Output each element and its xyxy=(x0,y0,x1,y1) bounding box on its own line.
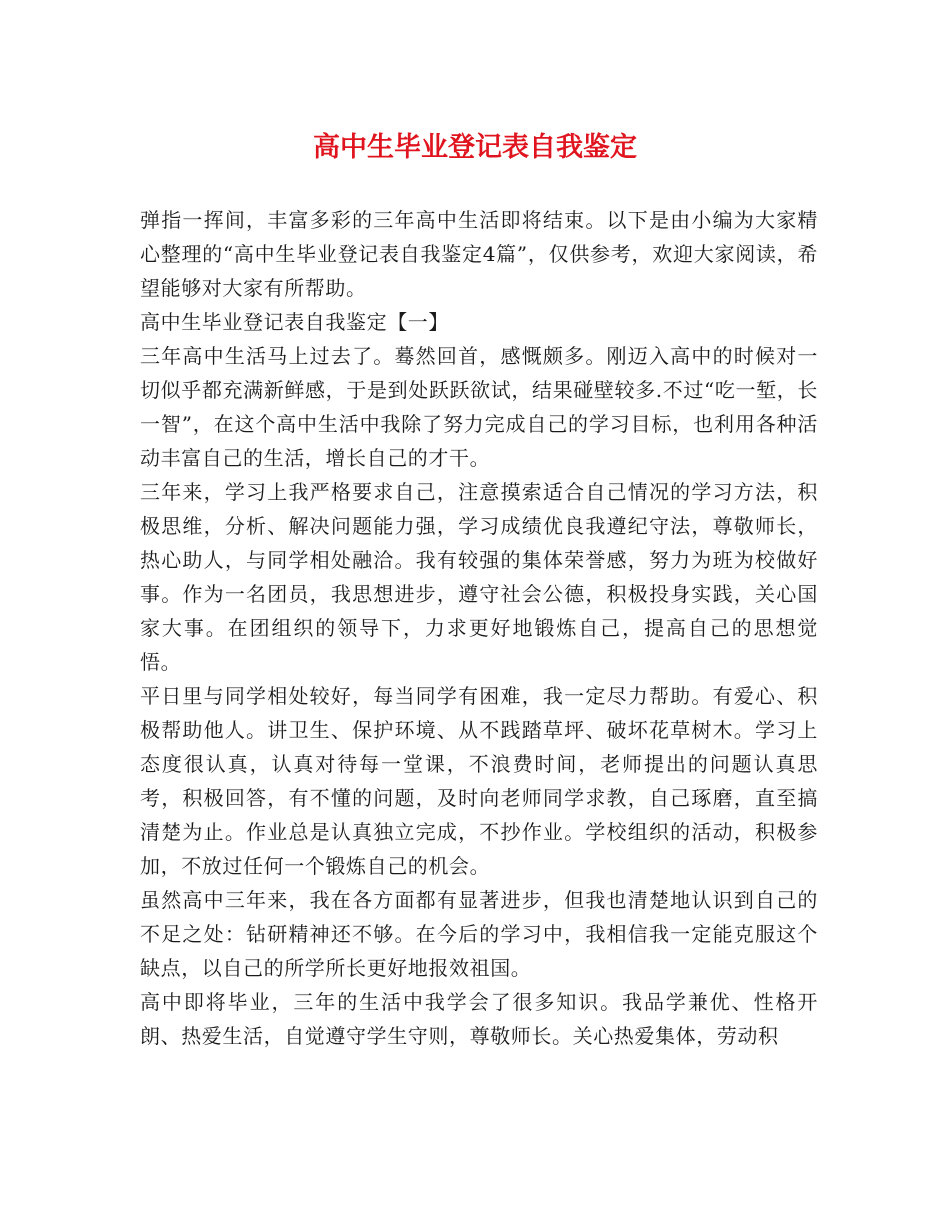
body-paragraph: 平日里与同学相处较好，每当同学有困难，我一定尽力帮助。有爱心、积极帮助他人。讲卫生、保护环境、从不践踏草坪、破坏花草树木。学习上态度很认真，认真对待每一堂课，不浪费时间，老师提出的问题认真思考，积极回答，有不懂的问题，及时向老师同学求教，自己琢磨，直至搞清楚为止。作业总是认真独立完成，不抄作业。学校组织的活动，积极参加，不放过任何一个锻炼自己的机会。 xyxy=(140,684,818,878)
body-paragraph: 高中即将毕业，三年的生活中我学会了很多知识。我品学兼优、性格开朗、热爱生活，自觉遵守学生守则，尊敬师长。关心热爱集体，劳动积 xyxy=(140,990,818,1048)
section-heading: 高中生毕业登记表自我鉴定【一】 xyxy=(140,310,449,334)
body-paragraph: 三年来，学习上我严格要求自己，注意摸索适合自己情况的学习方法，积极思维，分析、解决问题能力强，学习成绩优良我遵纪守法，尊敬师长，热心助人，与同学相处融洽。我有较强的集体荣誉感，努力为班为校做好事。作为一名团员，我思想进步，遵守社会公德，积极投身实践，关心国家大事。在团组织的领导下，力求更好地锻炼自己，提高自己的思想觉悟。 xyxy=(140,480,818,674)
document-body xyxy=(140,203,818,1053)
intro-paragraph: 弹指一挥间，丰富多彩的三年高中生活即将结束。以下是由小编为大家精心整理的“高中生毕业登记表自我鉴定4篇”，仅供参考，欢迎大家阅读，希望能够对大家有所帮助。 xyxy=(140,208,818,300)
body-paragraph: 虽然高中三年来，我在各方面都有显著进步，但我也清楚地认识到自己的不足之处：钻研精神还不够。在今后的学习中，我相信我一定能克服这个缺点，以自己的所学所长更好地报效祖国。 xyxy=(140,888,818,980)
document-title: 高中生毕业登记表自我鉴定 xyxy=(313,132,637,163)
body-paragraph: 三年高中生活马上过去了。蓦然回首，感慨颇多。刚迈入高中的时候对一切似乎都充满新鲜感，于是到处跃跃欲试，结果碰壁较多.不过“吃一堑，长一智”，在这个高中生活中我除了努力完成自己的学习目标，也利用各种活动丰富自己的生活，增长自己的才干。 xyxy=(140,344,818,470)
